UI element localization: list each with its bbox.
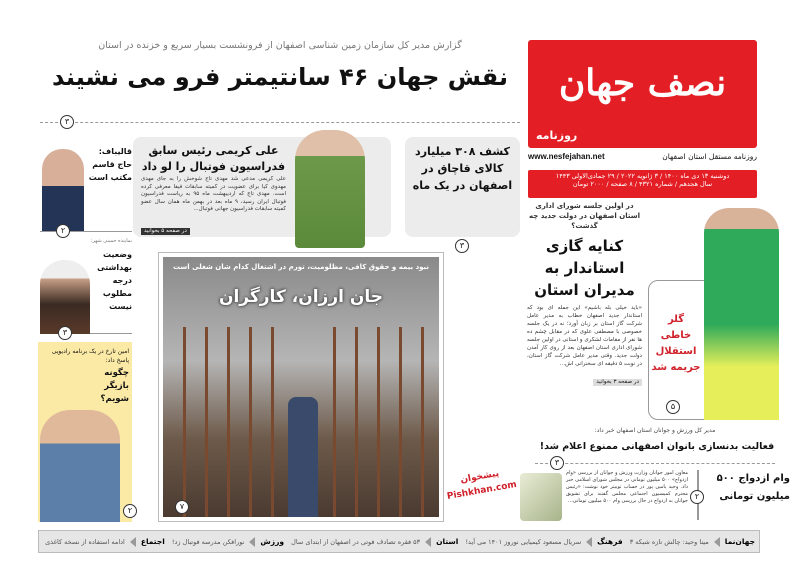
read-more[interactable]: در صفحه ۵ بخوانید bbox=[141, 228, 190, 235]
masthead-info bbox=[528, 152, 757, 161]
date-bar bbox=[528, 170, 757, 198]
page-ref: ۳ bbox=[550, 456, 564, 470]
news-ticker bbox=[38, 530, 760, 553]
workers-photo bbox=[163, 257, 439, 517]
page-ref: ۷ bbox=[175, 500, 189, 514]
keeper-photo bbox=[704, 208, 779, 420]
read-more[interactable]: در صفحه ۳ بخوانید bbox=[593, 379, 642, 386]
karimi-photo bbox=[295, 130, 365, 248]
ticker-item[interactable]: سریال مسعود کیمیایی نوروز ۱۴۰۱ می آید! bbox=[465, 537, 582, 546]
cleric-kicker: نماینده خمینی شهر: bbox=[90, 238, 132, 244]
website-link[interactable]: www.nesfejahan.net bbox=[528, 152, 605, 161]
page-ref: ۵ bbox=[666, 400, 680, 414]
arrow-icon bbox=[714, 537, 720, 547]
arrow-icon bbox=[586, 537, 592, 547]
actor-kicker: امین تارخ در یک برنامه رادیویی پاسخ داد: bbox=[51, 348, 129, 364]
page-ref: ۲ bbox=[123, 504, 137, 518]
ghalibaf-story[interactable] bbox=[40, 137, 132, 235]
smuggling-headline: کشف ۳۰۸ میلیارد کالای قاچاق در اصفهان در یک ماه bbox=[412, 145, 513, 192]
women-headline[interactable]: فعالیت بدنسازی بانوان اصفهانی ممنوع اعلام شد! bbox=[539, 441, 775, 452]
masthead-logo[interactable] bbox=[528, 40, 757, 148]
governor-headline: کنایه گازی استاندار به مدیران استان bbox=[534, 237, 635, 299]
arrow-icon bbox=[425, 537, 431, 547]
governor-kicker: در اولین جلسه شورای اداری استان اصفهان در دولت جدید چه گذشت؟ bbox=[528, 202, 640, 230]
karimi-headline: علی کریمی رئیس سابق فدراسیون فوتبال را لو داد bbox=[141, 144, 286, 173]
page-ref: ۲ bbox=[690, 490, 704, 504]
photo-headline: جان ارزان، کارگران bbox=[218, 287, 384, 307]
ghalibaf-photo bbox=[42, 149, 84, 231]
ghalibaf-text: قالیباف: حاج قاسم مکتب است bbox=[88, 147, 132, 182]
cleric-story[interactable] bbox=[40, 238, 132, 337]
masthead-subtitle: روزنامه مستقل استان اصفهان bbox=[662, 152, 757, 161]
karimi-body: علی کریمی مدعی شد مهدی تاج شوخش را به جای مهدی مهدوی کیا برای عضویت در کمیته سابقات فیفا معرفی کرده است. مهدی تاج که اردیبهشت ماه ۹۵ به ریاست فدراسیون فوتبال ایران رسید، ۹ ماه بعد در بهمن ماه همان سال عضو کمیته سابقات فدراسیون جهانی فوتبال... bbox=[141, 176, 286, 212]
money-photo bbox=[520, 473, 562, 521]
page-ref: ۳ bbox=[58, 326, 72, 340]
divider bbox=[40, 122, 520, 123]
arrow-icon bbox=[130, 537, 136, 547]
ticker-item[interactable]: ادامه استفاده از نسخه کاغذی bbox=[45, 537, 125, 546]
photo-story[interactable] bbox=[158, 252, 444, 522]
masthead-tag: روزنامه bbox=[536, 129, 578, 142]
date-line: دوشنبه ۱۳ دی ماه ۱۴۰۰ / ۳ ژانویه ۲۰۲۲ / ۲۹ جمادی‌الاولی ۱۴۴۳ bbox=[555, 172, 730, 180]
cleric-text: وضعیت بهداشتی درجه مطلوب نیست bbox=[97, 250, 132, 311]
issue-line: سال هجدهم / شماره ۴۳۲۱ / ۸ صفحه / ۲۰۰۰ تومان bbox=[572, 180, 713, 188]
ticker-section[interactable]: اجتماع bbox=[140, 536, 165, 546]
smuggling-story[interactable] bbox=[405, 137, 520, 237]
ticker-section[interactable]: فرهنگ bbox=[597, 536, 623, 546]
actor-photo bbox=[40, 410, 120, 522]
actor-story[interactable] bbox=[38, 342, 132, 522]
arrow-icon bbox=[249, 537, 255, 547]
photo-kicker: نبود بیمه و حقوق کافی، مظلومیت، تورم در اشتغال کدام شان شغلی است bbox=[172, 263, 430, 271]
worker-figure bbox=[288, 397, 318, 517]
lead-kicker: گزارش مدیر کل سازمان زمین شناسی اصفهان از فرونشست بسیار سریع و خزنده در استان bbox=[98, 40, 462, 51]
women-kicker: مدیر کل ورزش و جوانان استان اصفهان خبر داد: bbox=[594, 427, 716, 434]
actor-text: چگونه بازیگر شویم؟ bbox=[100, 368, 129, 404]
ticker-item[interactable]: مینا وحید: چالش تازه شبکه ۳ bbox=[629, 537, 709, 546]
keeper-story[interactable] bbox=[646, 200, 791, 423]
governor-story[interactable] bbox=[527, 201, 642, 423]
page-ref: ۳ bbox=[455, 239, 469, 253]
cleric-photo bbox=[40, 260, 90, 334]
ticker-section[interactable]: استان bbox=[436, 536, 459, 546]
masthead-name: نصف جهان bbox=[558, 62, 727, 104]
keeper-headline: گلر خاطی استقلال جریمه شد bbox=[651, 314, 701, 373]
ticker-section[interactable]: ورزش bbox=[260, 536, 285, 546]
loan-headline[interactable]: وام ازدواج ۵۰۰ میلیون تومانی bbox=[716, 473, 790, 502]
page-ref: ۳ bbox=[60, 115, 74, 129]
loan-body: معاون امور جوانان وزارت ورزش و جوانان از بررسی «وام ازدواج» ۵۰۰ میلیون تومانی در مجلس شورای اسلامی خبر داد. وحید یامین پور در حساب توییتر خود نوشت: «رئیس محترم کمیسیون اجتماعی مجلس گفتند برای تشویق جوانان به ازدواج در حال بررسی وام ۵۰۰ میلیون تومانی... bbox=[566, 470, 688, 504]
ticker-item[interactable]: نورافکن مدرسه فوتبال زد! bbox=[171, 537, 245, 546]
governor-body: «باید خیلی بله باشیم» این جمله ای بود که استاندار جدید اصفهان خطاب به مدیر عامل شرکت گاز استان بر زبان آورد؛ نه در یک جلسه خصوصی با مصطفی علوی که در مقابل چشم ده ها نفر از مقامات لشکری و استانی در اولین جلسه شورای اداری استان اصفهان بعد از روی کار آمدن دولت جدید. وقتی مدیر عامل شرکت گاز استان، در نوبت ۵ دقیقه ای سخنرانی اش... bbox=[527, 305, 642, 367]
divider bbox=[535, 463, 775, 464]
lead-headline[interactable]: نقش جهان ۴۶ سانتیمتر فرو می نشیند bbox=[52, 63, 508, 91]
ticker-item[interactable]: ۵۳ فقره تصادف فوتی در اصفهان از ابتدای سال bbox=[291, 537, 421, 546]
watermark: پیشخوان Pishkhan.com bbox=[446, 468, 518, 503]
page-ref: ۲ bbox=[56, 224, 70, 238]
ticker-section[interactable]: جهان‌نما bbox=[724, 536, 755, 546]
